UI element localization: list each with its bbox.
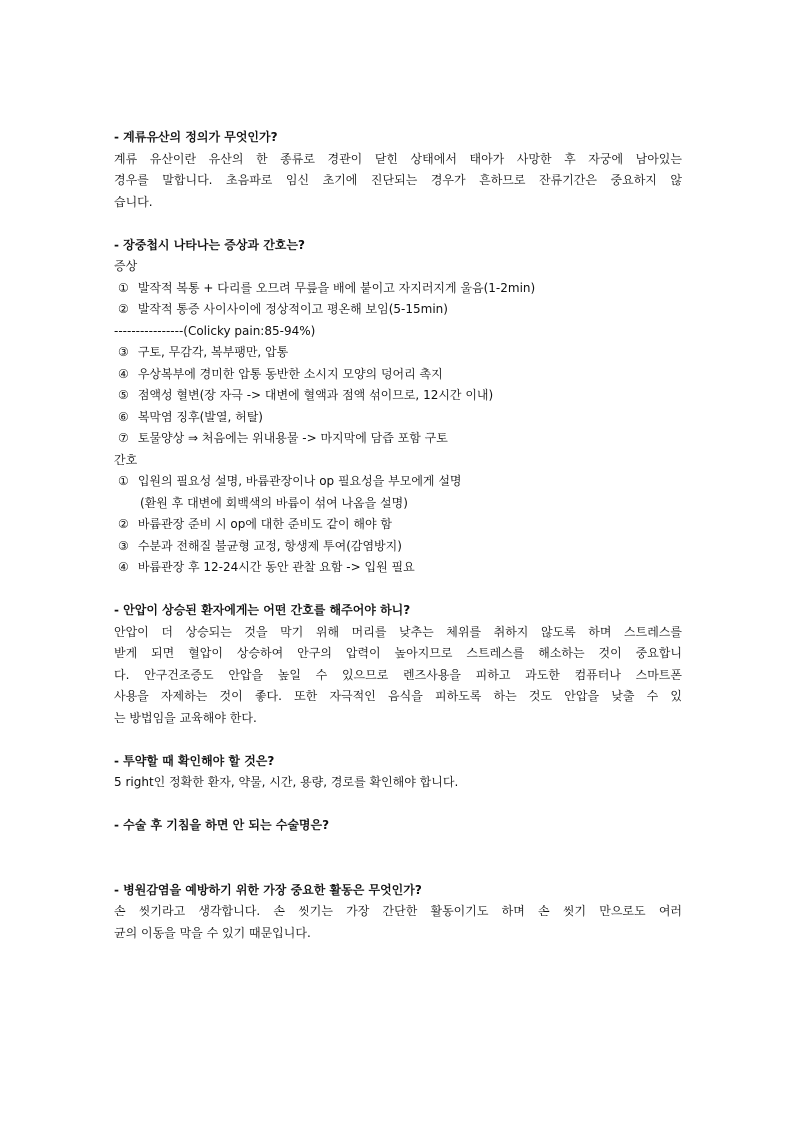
item-number: ③ xyxy=(118,538,129,553)
item-number: ⑥ xyxy=(118,409,129,424)
item-number: ④ xyxy=(118,366,129,381)
answer-line: 사용을 자제하는 것이 좋다. 또한 자극적인 음식을 피하도록 하는 것도 안압을 낮출 수 있 xyxy=(114,689,682,703)
answer-line: 계류 유산이란 유산의 한 종류로 경관이 닫힌 상태에서 태아가 사망한 후 자궁에 남아있는 xyxy=(114,151,682,166)
question-no-cough-surgery: - 수술 후 기침을 하면 안 되는 수술명은? xyxy=(114,818,330,832)
question-missed-abortion: - 계류유산의 정의가 무엇인가? xyxy=(114,130,278,144)
item-number: ① xyxy=(118,474,129,488)
care-item-note: (환원 후 대변에 회백색의 바륨이 섞여 나옴을 설명) xyxy=(140,495,408,510)
item-text: 입원의 필요성 설명, 바륨관장이나 op 필요성을 부모에게 설명 xyxy=(137,474,462,488)
item-text: 발작적 통증 사이사이에 정상적이고 평온해 보임(5-15min) xyxy=(137,302,448,316)
item-number: ② xyxy=(118,517,129,531)
answer-line: 습니다. xyxy=(114,194,153,209)
question-eye-pressure: - 안압이 상승된 환자에게는 어떤 간호를 해주어야 하니? xyxy=(114,603,411,617)
colicky-pain-line: ----------------(Colicky pain:85-94%) xyxy=(114,323,316,338)
answer-line: 손 씻기라고 생각합니다. 손 씻기는 가장 간단한 활동이기도 하며 손 씻기 만으로도 여러 xyxy=(114,904,682,918)
item-text: 수분과 전해질 불균형 교정, 항생제 투여(감염방지) xyxy=(137,538,402,553)
care-label: 간호 xyxy=(114,452,138,467)
answer-line: 안압이 더 상승되는 것을 막기 위해 머리를 낮추는 체위를 취하지 않도록 하며 스트레스를 xyxy=(114,624,682,639)
symptom-item xyxy=(114,299,682,321)
item-text: 우상복부에 경미한 압통 동반한 소시지 모양의 덩어리 촉지 xyxy=(137,366,443,381)
item-text: 발작적 복통 + 다리를 오므려 무릎을 배에 붙이고 자지러지게 울음(1-2min) xyxy=(137,280,536,295)
answer-line: 균의 이동을 막을 수 있기 때문입니다. xyxy=(114,925,311,940)
care-item xyxy=(114,557,682,579)
answer-line: 경우를 말합니다. 초음파로 임신 초기에 진단되는 경우가 흔하므로 잔류기간은 중요하지 않 xyxy=(114,173,682,187)
symptom-item xyxy=(114,385,682,407)
item-text: 점액성 혈변(장 자극 -> 대변에 혈액과 점액 섞이므로, 12시간 이내) xyxy=(137,388,494,402)
item-number: ③ xyxy=(118,345,129,359)
item-number: ① xyxy=(118,280,129,295)
care-item xyxy=(114,471,682,493)
item-text: 바륨관장 준비 시 op에 대한 준비도 같이 해야 함 xyxy=(137,517,392,531)
care-item xyxy=(114,514,682,536)
question-medication-check: - 투약할 때 확인해야 할 것은? xyxy=(114,753,275,768)
document-body xyxy=(114,127,682,944)
item-text: 구토, 무감각, 복부팽만, 압통 xyxy=(137,345,289,359)
answer-line: 다. 안구건조증도 안압을 높일 수 있으므로 렌즈사용을 피하고 과도한 컴퓨터나 스마트폰 xyxy=(114,667,682,682)
symptom-item xyxy=(114,407,682,429)
item-number: ④ xyxy=(118,560,129,574)
item-text: 복막염 징후(발열, 허탈) xyxy=(137,409,263,424)
question-infection-prevention: - 병원감염을 예방하기 위한 가장 중요한 활동은 무엇인가? xyxy=(114,882,422,897)
symptom-label: 증상 xyxy=(114,259,138,273)
item-number: ⑦ xyxy=(118,431,129,445)
care-item xyxy=(114,536,682,558)
item-text: 바륨관장 후 12-24시간 동안 관찰 요함 -> 입원 필요 xyxy=(137,560,415,574)
answer-line: 5 right인 정확한 환자, 약물, 시간, 용량, 경로를 확인해야 합니다. xyxy=(114,775,459,789)
item-number: ② xyxy=(118,302,129,316)
symptom-item xyxy=(114,342,682,364)
symptom-item xyxy=(114,364,682,386)
item-number: ⑤ xyxy=(118,388,129,402)
symptom-item xyxy=(114,278,682,300)
item-text: 토물양상 ⇒ 처음에는 위내용물 -> 마지막에 담즙 포함 구토 xyxy=(137,431,448,445)
symptom-item xyxy=(114,428,682,450)
answer-line: 받게 되면 혈압이 상승하여 안구의 압력이 높아지므로 스트레스를 해소하는 것이 중요합니 xyxy=(114,646,682,660)
answer-line: 는 방법임을 교육해야 한다. xyxy=(114,710,257,725)
question-intussusception: - 장중첩시 나타나는 증상과 간호는? xyxy=(114,237,305,252)
